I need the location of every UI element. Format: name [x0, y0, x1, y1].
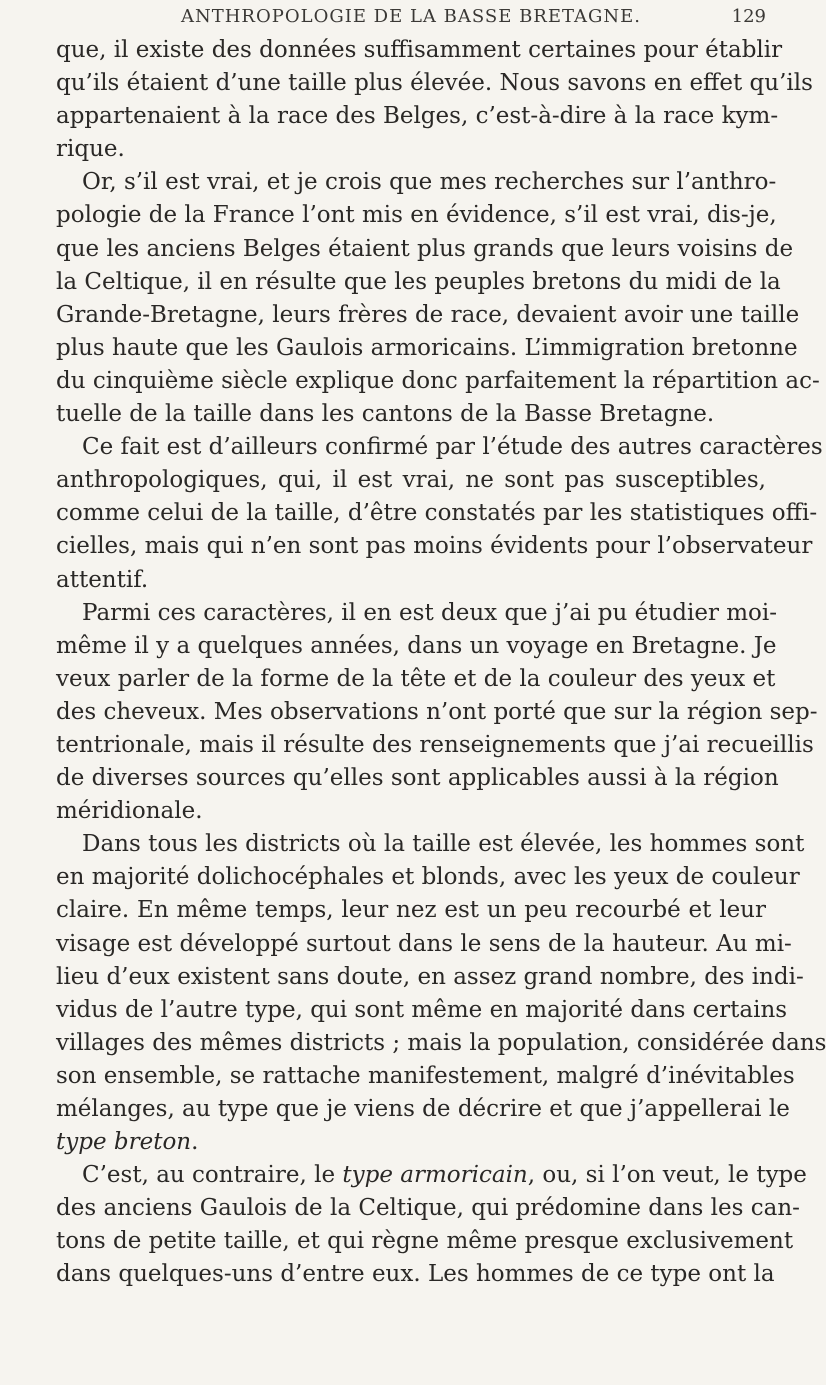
text-line: tentrionale, mais il résulte des renseignements que j’ai recueillis	[56, 731, 814, 758]
text-line: cielles, mais qui n’en sont pas moins évidents pour l’observateur	[56, 533, 813, 560]
text-line: en majorité dolichocéphales et blonds, avec les yeux de couleur	[56, 864, 800, 891]
text-line: vidus de l’autre type, qui sont même en majorité dans certains	[56, 996, 788, 1023]
text-line: de diverses sources qu’elles sont applicables aussi à la région	[56, 765, 779, 792]
text-line: qu’ils étaient d’une taille plus élevée. Nous savons en effet qu’ils	[56, 70, 813, 97]
text-line: que les anciens Belges étaient plus grands que leurs voisins de	[56, 235, 794, 262]
text-line: des cheveux. Mes observations n’ont porté que sur la région sep-	[56, 698, 818, 725]
text-line: que, il existe des données suffisamment certaines pour établir	[56, 37, 783, 63]
text-line: Dans tous les districts où la taille est élevée, les hommes sont	[82, 831, 805, 858]
text-line: la Celtique, il en résulte que les peuples bretons du midi de la	[56, 268, 781, 295]
text-line: Or, s’il est vrai, et je crois que mes recherches sur l’anthro-	[82, 169, 777, 196]
page-header	[56, 6, 766, 36]
text-line-type-armoricain	[56, 1159, 807, 1192]
text-line: comme celui de la taille, d’être constatés par les statistiques offi-	[56, 500, 818, 527]
text-line: pologie de la France l’ont mis en évidence, s’il est vrai, dis-je,	[56, 202, 777, 229]
text-fragment: .	[191, 1129, 199, 1156]
italic-type-breton: type breton	[56, 1129, 192, 1156]
text-line: anthropologiques, qui, il est vrai, ne sont pas susceptibles,	[56, 467, 766, 494]
text-line: tons de petite taille, et qui règne même presque exclusivement	[56, 1228, 794, 1255]
body-text	[56, 34, 826, 1292]
text-line: Ce fait est d’ailleurs confirmé par l’étude des autres caractères	[82, 434, 823, 461]
text-fragment: C’est, au contraire, le	[82, 1162, 343, 1189]
text-line-type-breton	[56, 1126, 766, 1159]
page-number: 129	[731, 6, 766, 27]
text-line: méridionale.	[56, 798, 203, 825]
text-block-main	[56, 34, 826, 1126]
text-line: veux parler de la forme de la tête et de la couleur des yeux et	[56, 665, 776, 692]
text-fragment: , ou, si l’on veut, le type	[527, 1162, 807, 1189]
text-line: villages des mêmes districts ; mais la population, considérée dans	[56, 1029, 826, 1056]
text-line: rique.	[56, 136, 125, 163]
text-line: appartenaient à la race des Belges, c’est-à-dire à la race kym-	[56, 103, 779, 130]
text-line: son ensemble, se rattache manifestement, malgré d’inévitables	[56, 1062, 795, 1089]
text-line: tuelle de la taille dans les cantons de la Basse Bretagne.	[56, 401, 715, 428]
text-line: Parmi ces caractères, il en est deux que j’ai pu étudier moi-	[82, 599, 778, 626]
text-block-tail	[56, 1192, 800, 1291]
text-line: même il y a quelques années, dans un voyage en Bretagne. Je	[56, 632, 777, 659]
text-line: visage est développé surtout dans le sens de la hauteur. Au mi-	[56, 930, 792, 957]
italic-type-armoricain: type armoricain	[342, 1162, 528, 1189]
text-line: attentif.	[56, 566, 149, 593]
text-line: claire. En même temps, leur nez est un peu recourbé et leur	[56, 897, 766, 924]
running-head: ANTHROPOLOGIE DE LA BASSE BRETAGNE.	[180, 6, 642, 27]
text-line: des anciens Gaulois de la Celtique, qui prédomine dans les can-	[56, 1195, 800, 1222]
text-line: lieu d’eux existent sans doute, en assez grand nombre, des indi-	[56, 963, 804, 990]
text-line: du cinquième siècle explique donc parfaitement la répartition ac-	[56, 367, 820, 394]
text-line: plus haute que les Gaulois armoricains. L’immigration bretonne	[56, 334, 798, 361]
text-line: dans quelques-uns d’entre eux. Les hommes de ce type ont la	[56, 1261, 775, 1288]
text-line: mélanges, au type que je viens de décrire et que j’appellerai le	[56, 1096, 790, 1122]
text-line: Grande-Bretagne, leurs frères de race, devaient avoir une taille	[56, 301, 800, 328]
